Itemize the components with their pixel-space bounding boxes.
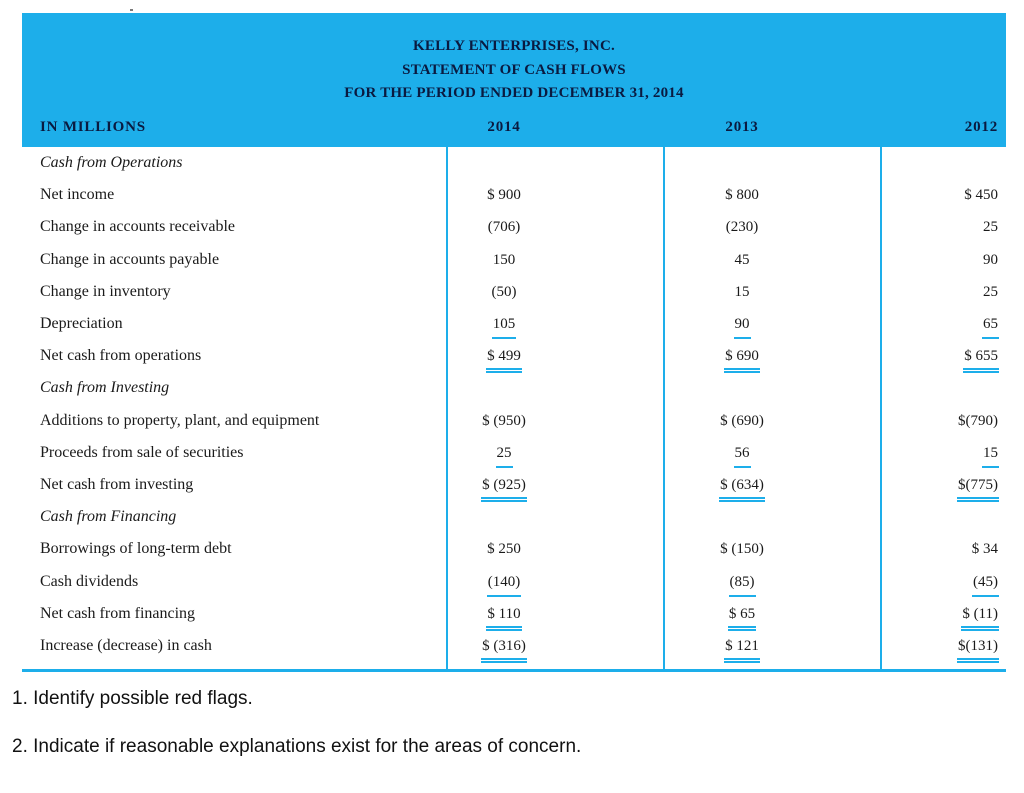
amount: 45	[734, 252, 750, 268]
column-header-row	[22, 119, 1006, 141]
amount: 65	[983, 312, 998, 336]
row-label: Borrowings of long-term debt	[40, 540, 232, 557]
value-cell-2012	[964, 183, 998, 207]
value-cell-2013	[662, 280, 822, 304]
value-cell-2012	[958, 409, 998, 433]
row-label: Change in accounts receivable	[40, 218, 236, 235]
section-heading-row	[22, 151, 1006, 175]
question-1: 1. Identify possible red flags.	[12, 688, 253, 709]
table-row	[22, 441, 1006, 465]
amount: $ 34	[971, 541, 998, 557]
value-cell-2014	[424, 183, 584, 207]
amount: 90	[735, 312, 750, 336]
amount: 25	[983, 219, 998, 235]
amount: $ 499	[487, 344, 521, 368]
amount: $ 450	[964, 187, 998, 203]
value-cell-2013	[662, 537, 822, 561]
table-row	[22, 215, 1006, 239]
statement-period: FOR THE PERIOD ENDED DECEMBER 31, 2014	[344, 85, 684, 101]
row-label: Proceeds from sale of securities	[40, 444, 244, 461]
section-heading: Cash from Investing	[40, 379, 170, 396]
table-row	[22, 409, 1006, 433]
value-cell-2013	[662, 215, 822, 239]
amount: 15	[983, 441, 998, 465]
year-header-2012: 2012	[964, 119, 998, 135]
amount: $(131)	[958, 634, 998, 658]
value-cell-2013	[662, 634, 822, 658]
year-header-2013: 2013	[725, 119, 759, 135]
value-cell-2014	[424, 441, 584, 465]
value-cell-2012	[973, 570, 998, 594]
table-row	[22, 570, 1006, 594]
row-label: Depreciation	[40, 315, 123, 332]
value-cell-2014	[424, 312, 584, 336]
value-cell-2013	[662, 409, 822, 433]
value-cell-2014	[424, 344, 584, 368]
table-row	[22, 183, 1006, 207]
value-cell-2013	[662, 441, 822, 465]
amount: $ (690)	[720, 413, 764, 429]
amount: 90	[983, 252, 998, 268]
amount: 105	[493, 312, 516, 336]
value-cell-2012	[958, 634, 998, 658]
value-cell-2014	[424, 570, 584, 594]
units-label: IN MILLIONS	[40, 119, 146, 135]
question-2: 2. Indicate if reasonable explanations exist for the areas of concern.	[12, 736, 582, 757]
amount: $ (11)	[962, 602, 998, 626]
amount: $ 65	[729, 602, 755, 626]
amount: 56	[735, 441, 750, 465]
statement-header	[22, 13, 1006, 147]
amount: $ 655	[964, 344, 998, 368]
table-row	[22, 344, 1006, 368]
amount: 150	[492, 252, 516, 268]
row-label: Change in inventory	[40, 283, 171, 300]
amount: $ 690	[725, 344, 759, 368]
amount: $ 900	[487, 187, 521, 203]
year-header-2014: 2014	[487, 119, 521, 135]
value-cell-2012	[983, 280, 998, 304]
value-cell-2012	[983, 312, 998, 336]
row-label: Cash dividends	[40, 573, 139, 590]
row-label: Change in accounts payable	[40, 251, 220, 268]
amount: $(775)	[958, 473, 998, 497]
row-label: Net cash from operations	[40, 347, 202, 364]
amount: $ (925)	[482, 473, 526, 497]
section-heading: Cash from Operations	[40, 154, 183, 171]
table-row	[22, 634, 1006, 658]
amount: 25	[983, 284, 998, 300]
amount: $ (150)	[720, 541, 764, 557]
value-cell-2012	[962, 602, 998, 626]
amount: 15	[734, 284, 750, 300]
value-cell-2014	[424, 409, 584, 433]
row-label: Net cash from investing	[40, 476, 194, 493]
value-cell-2013	[662, 602, 822, 626]
value-cell-2014	[424, 215, 584, 239]
row-label: Net cash from financing	[40, 605, 196, 622]
value-cell-2013	[662, 248, 822, 272]
amount: (85)	[730, 570, 755, 594]
value-cell-2012	[983, 215, 998, 239]
value-cell-2013	[662, 473, 822, 497]
value-cell-2012	[983, 248, 998, 272]
table-row	[22, 602, 1006, 626]
section-heading-row	[22, 505, 1006, 529]
amount: $ (316)	[482, 634, 526, 658]
value-cell-2014	[424, 602, 584, 626]
amount: $ 800	[725, 187, 759, 203]
value-cell-2014	[424, 634, 584, 658]
table-bottom-rule	[22, 669, 1006, 672]
value-cell-2014	[424, 537, 584, 561]
value-cell-2014	[424, 473, 584, 497]
amount: $(790)	[958, 413, 998, 429]
table-row	[22, 473, 1006, 497]
value-cell-2014	[424, 248, 584, 272]
statement-title-block	[22, 35, 1006, 106]
row-label: Additions to property, plant, and equipment	[40, 412, 320, 429]
amount: 25	[497, 441, 512, 465]
statement-title: STATEMENT OF CASH FLOWS	[402, 61, 626, 78]
table-row	[22, 312, 1006, 336]
amount: (50)	[491, 284, 517, 300]
amount: (45)	[973, 570, 998, 594]
value-cell-2012	[983, 441, 998, 465]
row-label: Increase (decrease) in cash	[40, 637, 212, 654]
amount: $ (950)	[482, 413, 526, 429]
value-cell-2012	[958, 473, 998, 497]
amount: (706)	[487, 219, 521, 235]
amount: $ 121	[725, 634, 759, 658]
table-row	[22, 280, 1006, 304]
amount: $ (634)	[720, 473, 764, 497]
table-row	[22, 248, 1006, 272]
value-cell-2014	[424, 280, 584, 304]
value-cell-2012	[964, 344, 998, 368]
row-label: Net income	[40, 186, 115, 203]
value-cell-2013	[662, 570, 822, 594]
amount: $ 250	[487, 541, 521, 557]
table-row	[22, 537, 1006, 561]
company-name: KELLY ENTERPRISES, INC.	[413, 38, 615, 54]
value-cell-2013	[662, 344, 822, 368]
amount: $ 110	[487, 602, 520, 626]
section-heading: Cash from Financing	[40, 508, 177, 525]
section-heading-row	[22, 376, 1006, 400]
amount: (140)	[488, 570, 521, 594]
value-cell-2012	[972, 537, 998, 561]
amount: (230)	[725, 219, 759, 235]
value-cell-2013	[662, 183, 822, 207]
stray-mark	[130, 9, 133, 11]
value-cell-2013	[662, 312, 822, 336]
